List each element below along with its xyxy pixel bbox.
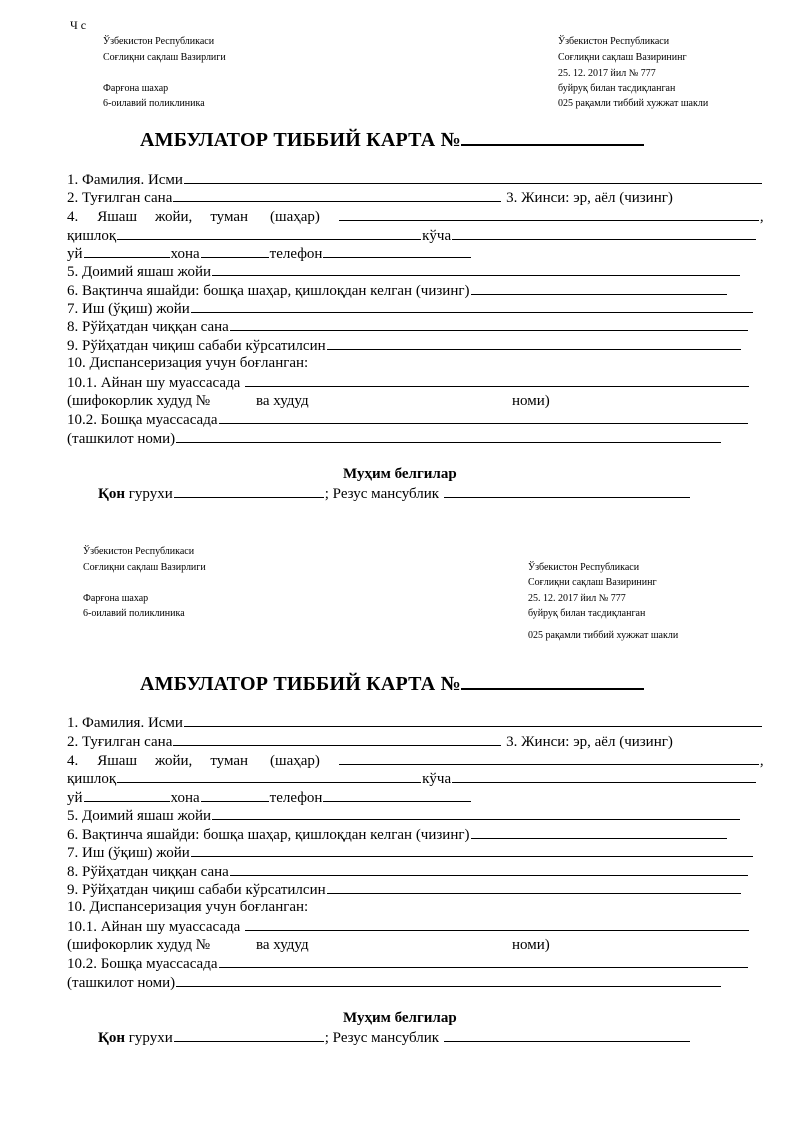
deregister-date-field[interactable] <box>230 317 748 331</box>
rhesus-label: ; Резус мансублик <box>324 486 443 502</box>
blood-group-label: гурухи <box>125 1030 173 1046</box>
deregister-date-row <box>67 317 749 336</box>
address-comma: , <box>759 753 764 769</box>
village-label: қишлоқ <box>67 228 117 244</box>
same-facility-field[interactable] <box>245 373 749 387</box>
village-field[interactable] <box>117 226 421 240</box>
apartment-label: хона <box>170 246 200 262</box>
surname-row <box>67 713 763 732</box>
organization-field[interactable] <box>176 973 721 987</box>
other-facility-field[interactable] <box>219 410 748 424</box>
organization-label: (ташкилот номи) <box>67 975 176 991</box>
dispensary-label: 10. Диспансеризация учун боғланган: <box>67 355 309 371</box>
district-number-label: (шифокорлик худуд № <box>67 393 211 409</box>
header-left-line: Фарғона шахар <box>83 593 149 604</box>
deregister-reason-label: 9. Рўйҳатдан чиқиш сабаби кўрсатилсин <box>67 882 326 898</box>
dispensary-label: 10. Диспансеризация учун боғланган: <box>67 899 309 915</box>
header-right-line: 25. 12. 2017 йил № 777 <box>528 593 626 604</box>
address-comma: , <box>759 209 764 225</box>
rhesus-field[interactable] <box>444 1028 690 1042</box>
work-field[interactable] <box>191 843 753 857</box>
card-title-text: АМБУЛАТОР ТИББИЙ КАРТА № <box>140 129 461 151</box>
phone-field[interactable] <box>323 244 471 258</box>
birthdate-label: 2. Туғилган сана <box>67 190 173 206</box>
birthdate-field[interactable] <box>173 732 501 746</box>
house-label: уй <box>67 246 83 262</box>
street-field[interactable] <box>452 226 756 240</box>
header-left-line: Ўзбекистон Республикаси <box>83 546 195 557</box>
other-facility-field[interactable] <box>219 954 748 968</box>
organization-field[interactable] <box>176 429 721 443</box>
header-left-line: Соғлиқни сақлаш Вазирлиги <box>83 562 206 573</box>
phone-label: телефон <box>269 246 323 262</box>
header-left-line: Соғлиқни сақлаш Вазирлиги <box>103 52 226 63</box>
address-word: Яшаш <box>97 753 138 769</box>
work-field[interactable] <box>191 299 753 313</box>
permanent-row <box>67 262 741 281</box>
house-field[interactable] <box>84 788 170 802</box>
header-right-line: 025 рақамли тиббий хужжат шакли <box>558 98 709 109</box>
gender-label: 3. Жинси: эр, аёл (чизинг) <box>506 734 673 750</box>
gender-label: 3. Жинси: эр, аёл (чизинг) <box>506 190 673 206</box>
surname-field[interactable] <box>184 170 762 184</box>
header-right-line: Ўзбекистон Республикаси <box>558 36 670 47</box>
corner-mark: Ч с <box>70 18 87 32</box>
blood-group-label: гурухи <box>125 486 173 502</box>
birth-row <box>67 732 673 751</box>
header-right-line: буйруқ билан тасдиқланган <box>528 608 646 619</box>
important-heading: Муҳим белгилар <box>343 1010 457 1026</box>
permanent-label: 5. Доимий яшаш жойи <box>67 808 212 824</box>
phone-field[interactable] <box>323 788 471 802</box>
deregister-date-field[interactable] <box>230 862 748 876</box>
header-right-line: Соғлиқни сақлаш Вазирининг <box>528 577 657 588</box>
village-field[interactable] <box>117 769 421 783</box>
district-field[interactable] <box>339 751 759 765</box>
deregister-reason-row <box>67 336 742 355</box>
same-facility-label: 10.1. Айнан шу муассасада <box>67 375 241 391</box>
address-word: (шаҳар) <box>270 753 320 769</box>
address-num: 4. <box>67 753 79 769</box>
rhesus-label: ; Резус мансублик <box>324 1030 443 1046</box>
blood-label: Қон <box>98 1030 126 1046</box>
card-number-field[interactable] <box>461 672 644 690</box>
surname-label: 1. Фамилия. Исми <box>67 715 183 731</box>
organization-label: (ташкилот номи) <box>67 431 176 447</box>
rhesus-field[interactable] <box>444 484 690 498</box>
blood-label: Қон <box>98 486 126 502</box>
header-left-line: 6-оилавий поликлиника <box>83 608 185 619</box>
district-field[interactable] <box>339 207 759 221</box>
same-facility-row <box>67 373 750 392</box>
name-close-label: номи) <box>512 937 550 953</box>
same-facility-row <box>67 917 750 936</box>
phone-label: телефон <box>269 790 323 806</box>
address-word: (шаҳар) <box>270 209 320 225</box>
street-label: кўча <box>422 771 452 787</box>
header-right-line: буйруқ билан тасдиқланган <box>558 83 676 94</box>
address-word: Яшаш <box>97 209 138 225</box>
birthdate-field[interactable] <box>173 188 501 202</box>
village-row <box>67 226 757 245</box>
address-word: жойи, <box>155 753 193 769</box>
address-word: туман <box>210 209 249 225</box>
temporary-field[interactable] <box>471 825 727 839</box>
permanent-field[interactable] <box>212 262 740 276</box>
village-label: қишлоқ <box>67 771 117 787</box>
work-row <box>67 299 754 318</box>
blood-row <box>98 1028 691 1047</box>
street-label: кўча <box>422 228 452 244</box>
address-word: туман <box>210 753 249 769</box>
surname-row <box>67 170 763 189</box>
village-row <box>67 769 757 788</box>
organization-row <box>67 429 722 448</box>
header-right-line: 25. 12. 2017 йил № 777 <box>558 68 656 79</box>
street-field[interactable] <box>452 769 756 783</box>
temporary-label: 6. Вақтинча яшайди: бошқа шаҳар, қишлоқдан келган (чизинг) <box>67 827 470 843</box>
organization-row <box>67 973 722 992</box>
apartment-field[interactable] <box>201 788 269 802</box>
header-right-line: Ўзбекистон Республикаси <box>528 562 640 573</box>
apartment-label: хона <box>170 790 200 806</box>
name-close-label: номи) <box>512 393 550 409</box>
address-row <box>67 751 764 770</box>
work-row <box>67 843 754 862</box>
header-left-line: Фарғона шахар <box>103 83 169 94</box>
address-row <box>67 207 764 226</box>
same-facility-label: 10.1. Айнан шу муассасада <box>67 919 241 935</box>
other-facility-row <box>67 954 749 973</box>
deregister-reason-field[interactable] <box>327 336 741 350</box>
header-right-line: 025 рақамли тиббий хужжат шакли <box>528 630 679 641</box>
permanent-label: 5. Доимий яшаш жойи <box>67 264 212 280</box>
district-number-label: (шифокорлик худуд № <box>67 937 211 953</box>
temporary-field[interactable] <box>471 281 727 295</box>
work-label: 7. Иш (ўқиш) жойи <box>67 845 190 861</box>
surname-label: 1. Фамилия. Исми <box>67 172 183 188</box>
temporary-label: 6. Вақтинча яшайди: бошқа шаҳар, қишлоқдан келган (чизинг) <box>67 283 470 299</box>
blood-row <box>98 484 691 503</box>
other-facility-label: 10.2. Бошқа муассасада <box>67 412 218 428</box>
house-row <box>67 244 472 263</box>
house-field[interactable] <box>84 244 170 258</box>
blood-group-field[interactable] <box>174 1028 324 1042</box>
card-number-field[interactable] <box>461 128 644 146</box>
district-name-label: ва худуд <box>256 937 309 953</box>
work-label: 7. Иш (ўқиш) жойи <box>67 301 190 317</box>
blood-group-field[interactable] <box>174 484 324 498</box>
permanent-field[interactable] <box>212 806 740 820</box>
apartment-field[interactable] <box>201 244 269 258</box>
address-num: 4. <box>67 209 79 225</box>
other-facility-row <box>67 410 749 429</box>
header-right-line: Соғлиқни сақлаш Вазирининг <box>558 52 687 63</box>
header-left-line: Ўзбекистон Республикаси <box>103 36 215 47</box>
deregister-date-row <box>67 862 749 881</box>
district-name-label: ва худуд <box>256 393 309 409</box>
same-facility-field[interactable] <box>245 917 749 931</box>
card-title <box>140 128 644 152</box>
deregister-reason-row <box>67 880 742 899</box>
deregister-reason-field[interactable] <box>327 880 741 894</box>
surname-field[interactable] <box>184 713 762 727</box>
deregister-date-label: 8. Рўйҳатдан чиққан сана <box>67 319 229 335</box>
deregister-date-label: 8. Рўйҳатдан чиққан сана <box>67 864 229 880</box>
birthdate-label: 2. Туғилган сана <box>67 734 173 750</box>
important-heading: Муҳим белгилар <box>343 466 457 482</box>
header-left-line: 6-оилавий поликлиника <box>103 98 205 109</box>
house-label: уй <box>67 790 83 806</box>
address-word: жойи, <box>155 209 193 225</box>
other-facility-label: 10.2. Бошқа муассасада <box>67 956 218 972</box>
deregister-reason-label: 9. Рўйҳатдан чиқиш сабаби кўрсатилсин <box>67 338 326 354</box>
temporary-row <box>67 281 728 300</box>
permanent-row <box>67 806 741 825</box>
temporary-row <box>67 825 728 844</box>
card-title-text: АМБУЛАТОР ТИББИЙ КАРТА № <box>140 673 461 695</box>
card-title <box>140 672 644 696</box>
house-row <box>67 788 472 807</box>
birth-row <box>67 188 673 207</box>
